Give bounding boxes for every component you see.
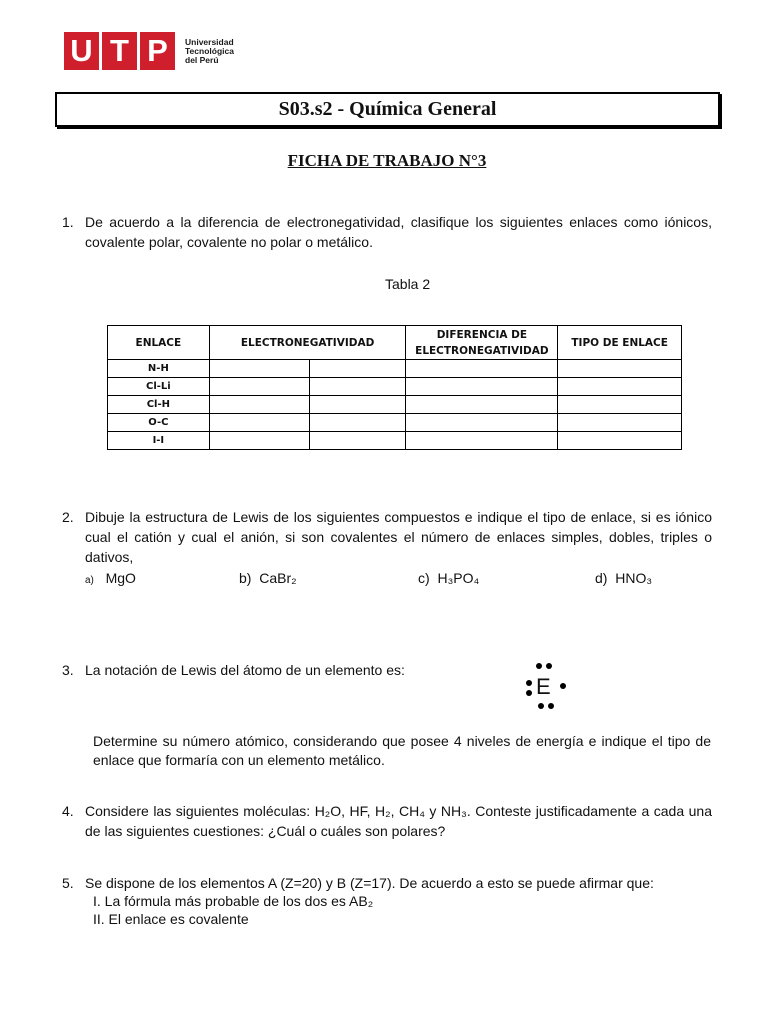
answer-cell — [309, 414, 406, 432]
table-row — [108, 360, 682, 378]
logo-letter-t: T — [102, 32, 137, 70]
electron-dot — [526, 680, 532, 686]
question-text: Dibuje la estructura de Lewis de los siguientes compuestos e indique el tipo de enlace, si es iónico cual el catión y cual el anión, si son covalentes el número de enlaces simples, dobles, triples o dativos, — [85, 509, 712, 565]
question-number: 4. — [62, 803, 74, 819]
answer-cell — [406, 360, 558, 378]
electron-dot — [536, 663, 542, 669]
answer-cell — [209, 396, 309, 414]
header-tipo-enlace: TIPO DE ENLACE — [558, 326, 682, 360]
option-a: a) MgO — [85, 570, 136, 586]
element-symbol: E — [536, 674, 551, 699]
question-text: La notación de Lewis del átomo de un elemento es: — [85, 662, 405, 678]
answer-cell — [558, 432, 682, 450]
logo-letter-p: P — [140, 32, 175, 70]
question-2 — [62, 507, 712, 567]
compound-options — [85, 570, 725, 590]
answer-cell — [209, 432, 309, 450]
answer-cell — [209, 378, 309, 396]
logo-letter-u: U — [64, 32, 99, 70]
bond-label: Cl-Li — [108, 378, 210, 396]
question-number: 2. — [62, 509, 74, 525]
bond-label: Cl-H — [108, 396, 210, 414]
question-number: 1. — [62, 214, 74, 230]
table-row — [108, 378, 682, 396]
header-diferencia: DIFERENCIA DE ELECTRONEGATIVIDAD — [406, 326, 558, 360]
option-c: c) H₃PO₄ — [418, 570, 480, 586]
electron-dot — [526, 690, 532, 696]
option-b: b) CaBr₂ — [239, 570, 297, 586]
worksheet-subtitle: FICHA DE TRABAJO N°3 — [287, 151, 487, 170]
electron-dot — [538, 703, 544, 709]
lewis-dot-diagram — [522, 660, 570, 712]
logo-letters — [64, 32, 178, 70]
answer-cell — [558, 360, 682, 378]
statement-i: I. La fórmula más probable de los dos es AB₂ — [93, 893, 374, 909]
option-d: d) HNO₃ — [595, 570, 653, 586]
bond-label: N-H — [108, 360, 210, 378]
electron-dot — [546, 663, 552, 669]
question-1 — [62, 212, 712, 252]
question-text: Considere las siguientes moléculas: H₂O, HF, H₂, CH₄ y NH₃. Conteste justificadamente a cada una de las siguientes cuestiones: ¿Cuál o cuáles son polares? — [85, 803, 712, 839]
answer-cell — [309, 378, 406, 396]
question-number: 5. — [62, 875, 74, 891]
page-title: S03.s2 - Química General — [55, 92, 720, 127]
bond-label: I-I — [108, 432, 210, 450]
table-row — [108, 414, 682, 432]
question-3-detail: Determine su número atómico, considerando que posee 4 niveles de energía e indique el tipo de enlace que formaría con un elemento metálico. — [93, 733, 711, 768]
answer-cell — [558, 396, 682, 414]
question-number: 3. — [62, 662, 74, 678]
answer-cell — [406, 378, 558, 396]
header-electronegatividad: ELECTRONEGATIVIDAD — [209, 326, 406, 360]
question-text: De acuerdo a la diferencia de electronegatividad, clasifique los siguientes enlaces como iónicos, covalente polar, covalente no polar o metálico. — [85, 214, 712, 250]
logo-institution-name: Universidad Tecnológica del Perú — [185, 36, 234, 65]
answer-cell — [209, 360, 309, 378]
answer-cell — [309, 432, 406, 450]
electron-dot — [548, 703, 554, 709]
table-caption: Tabla 2 — [385, 276, 431, 292]
table-row — [108, 432, 682, 450]
table-row — [108, 396, 682, 414]
bond-label: O-C — [108, 414, 210, 432]
utp-logo — [64, 32, 234, 70]
answer-cell — [406, 414, 558, 432]
answer-cell — [209, 414, 309, 432]
statement-ii: II. El enlace es covalente — [93, 911, 249, 927]
answer-cell — [406, 396, 558, 414]
answer-cell — [406, 432, 558, 450]
answer-cell — [309, 360, 406, 378]
question-5 — [62, 873, 712, 893]
question-4 — [62, 801, 712, 841]
answer-cell — [309, 396, 406, 414]
question-text: Se dispone de los elementos A (Z=20) y B (Z=17). De acuerdo a esto se puede afirmar que: — [85, 875, 654, 891]
header-enlace: ENLACE — [108, 326, 210, 360]
answer-cell — [558, 378, 682, 396]
question-3 — [62, 660, 712, 680]
electron-dot — [560, 683, 566, 689]
electronegativity-table — [107, 325, 682, 450]
answer-cell — [558, 414, 682, 432]
